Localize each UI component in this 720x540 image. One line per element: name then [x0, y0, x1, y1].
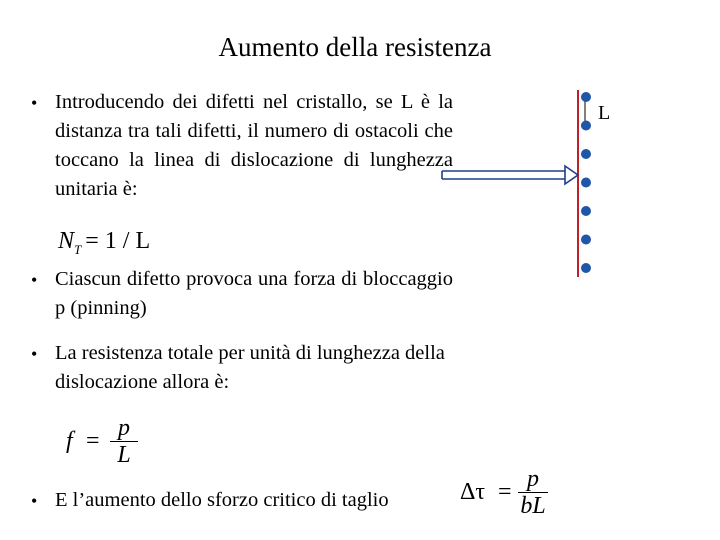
bullet-4-text: E l’aumento dello sforzo critico di taglio — [55, 489, 389, 511]
bullet-3-text: La resistenza totale per unità di lunghezza della dislocazione allora è: — [55, 342, 445, 393]
obstacle-dot — [581, 178, 591, 188]
arrow-icon — [442, 166, 578, 184]
equation-dtau-num: p — [527, 466, 539, 492]
bullet-dot: • — [31, 93, 38, 113]
spacing-label: L — [598, 102, 611, 124]
bullet-dot: • — [31, 344, 38, 364]
equation-f-eq: = — [86, 428, 100, 454]
obstacle-dot — [581, 263, 591, 273]
equation-f-num: p — [118, 415, 130, 441]
equation-dtau — [460, 466, 560, 526]
bullet-dot: • — [31, 491, 38, 511]
obstacle-dots — [581, 92, 591, 273]
equation-f — [66, 415, 146, 475]
equation-nt-rhs: = 1 / L — [85, 228, 151, 254]
equation-nt — [58, 228, 150, 258]
equation-dtau-eq: = — [498, 479, 512, 505]
obstacle-dot — [581, 206, 591, 216]
obstacle-dot — [581, 149, 591, 159]
equation-dtau-lhs: Δτ — [460, 479, 486, 505]
bullet-dot: • — [31, 270, 38, 290]
equation-nt-sub: T — [74, 241, 82, 257]
dislocation-diagram — [430, 85, 630, 290]
equation-f-lhs: f — [66, 428, 73, 454]
equation-dtau-fraction — [518, 466, 548, 519]
bullet-1-text: Introducendo dei difetti nel cristallo, se L è la distanza tra tali difetti, il numero di ostacoli che toccano la linea di dislocazione di lunghezza unitaria è: — [55, 91, 453, 200]
obstacle-dot — [581, 92, 591, 102]
page-title: Aumento della resistenza — [218, 32, 492, 62]
obstacle-dot — [581, 235, 591, 245]
equation-nt-lhs: N — [58, 228, 75, 254]
equation-dtau-den: bL — [520, 493, 546, 519]
equation-f-den: L — [117, 442, 131, 468]
bullet-2-text: Ciascun difetto provoca una forza di bloccaggio p (pinning) — [55, 268, 453, 319]
equation-f-fraction — [110, 415, 138, 468]
obstacle-dot — [581, 121, 591, 131]
